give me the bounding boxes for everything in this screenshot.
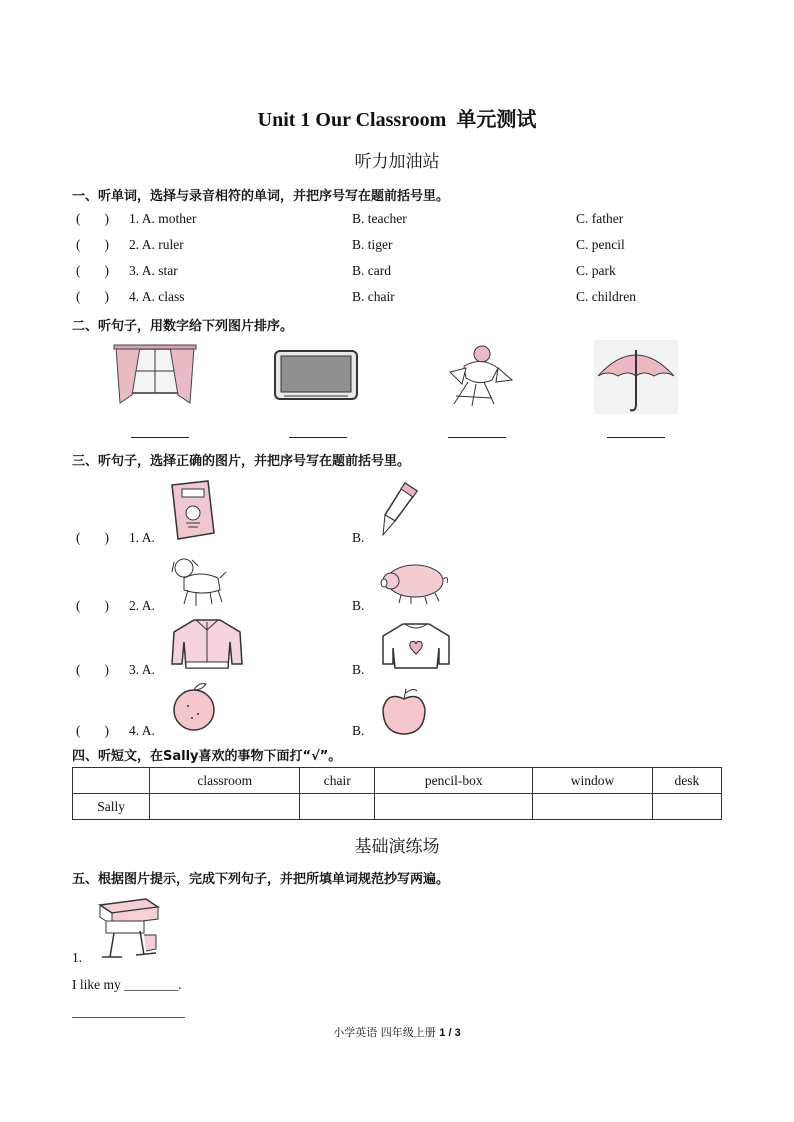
q1-answer-paren-2[interactable]: ( ) [76,237,109,252]
pen-icon [377,481,419,539]
q4-header-cell: classroom [150,768,300,794]
umbrella-icon [594,340,678,414]
q3-answer-paren-1[interactable]: ( ) [76,530,109,545]
q1-option-a-3: 3. A. star [129,263,178,278]
q3-answer-paren-3[interactable]: ( ) [76,662,109,677]
q3-option-a-3: 3. A. [129,662,155,677]
q1-answer-paren-4[interactable]: ( ) [76,289,109,304]
q4-header-cell: chair [300,768,375,794]
window-icon [114,345,196,407]
q4-header-cell: desk [652,768,721,794]
q1-option-b-4: B. chair [352,289,395,304]
q4-table [72,767,722,820]
q4-header-cell [73,768,150,794]
orange-icon [168,680,220,732]
q4-answer-row [73,794,722,820]
q1-option-a-1: 1. A. mother [129,211,197,226]
basic-section-heading: 基础演练场 [354,837,440,857]
listening-section-heading: 听力加油站 [354,152,440,172]
q4-answer-cell[interactable] [375,794,533,820]
page-title [0,103,794,132]
footnote-divider [72,1017,185,1018]
q1-option-a-2: 2. A. ruler [129,237,184,252]
q2-blank-1[interactable] [131,437,189,438]
q3-option-a-4: 4. A. [129,723,155,738]
q3-option-b-1: B. [352,530,365,545]
q1-option-a-4: 4. A. class [129,289,185,304]
q4-row-label: Sally [73,794,150,820]
q3-answer-paren-2[interactable]: ( ) [76,598,109,613]
q5-item-number: 1. [72,950,83,965]
q1-answer-paren-1[interactable]: ( ) [76,211,109,226]
q1-option-c-1: C. father [576,211,624,226]
q3-instruction: 三、听句子，选择正确的图片，并把序号写在题前括号里。 [72,454,411,469]
pig-icon [377,557,451,605]
q4-answer-cell[interactable] [150,794,300,820]
q4-header-row [73,768,722,794]
page-number: 1 / 3 [439,1027,461,1039]
q4-instruction: 四、听短文，在Sally喜欢的事物下面打“√”。 [72,749,342,764]
page-footer [0,1024,794,1040]
q3-option-a-2: 2. A. [129,598,155,613]
jacket-icon [170,618,244,670]
sweater-icon [379,620,453,670]
q1-answer-paren-3[interactable]: ( ) [76,263,109,278]
q3-option-b-3: B. [352,662,365,677]
q3-option-b-2: B. [352,598,365,613]
q5-sentence[interactable]: I like my ________. [72,977,182,992]
title-english: Unit 1 Our Classroom [257,109,447,131]
q4-header-cell: window [533,768,653,794]
q2-blank-2[interactable] [289,437,347,438]
q1-option-c-4: C. children [576,289,636,304]
q4-answer-cell[interactable] [300,794,375,820]
apple-icon [377,685,431,737]
bird-icon [442,342,514,408]
q4-answer-cell[interactable] [533,794,653,820]
blackboard-icon [274,350,358,402]
q4-answer-cell[interactable] [652,794,721,820]
desk-icon [96,895,162,963]
q1-instruction: 一、听单词，选择与录音相符的单词，并把序号写在题前括号里。 [72,189,450,204]
q1-option-b-3: B. card [352,263,391,278]
q3-option-b-4: B. [352,723,365,738]
q3-option-a-1: 1. A. [129,530,155,545]
title-chinese: 单元测试 [456,107,537,131]
q1-option-b-1: B. teacher [352,211,407,226]
dog-icon [170,556,228,608]
q2-blank-3[interactable] [448,437,506,438]
q1-option-c-2: C. pencil [576,237,625,252]
q1-option-c-3: C. park [576,263,616,278]
q3-answer-paren-4[interactable]: ( ) [76,723,109,738]
q1-option-b-2: B. tiger [352,237,393,252]
book-icon [168,481,218,541]
q2-blank-4[interactable] [607,437,665,438]
footer-text: 小学英语 四年级上册 [333,1026,436,1039]
q4-header-cell: pencil-box [375,768,533,794]
q5-instruction: 五、根据图片提示，完成下列句子，并把所填单词规范抄写两遍。 [72,872,450,887]
q2-instruction: 二、听句子，用数字给下列图片排序。 [72,319,294,334]
